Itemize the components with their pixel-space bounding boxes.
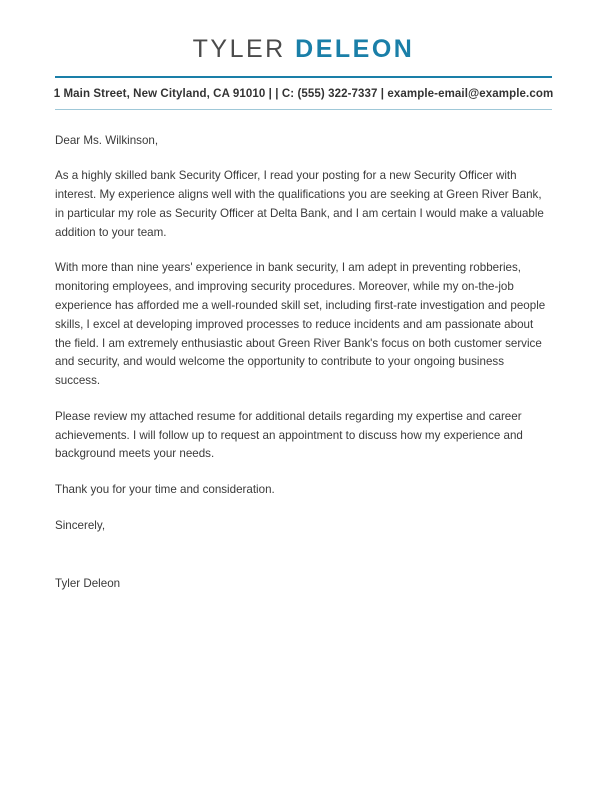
last-name: DELEON xyxy=(295,35,415,63)
paragraph-2: With more than nine years' experience in bank security, I am adept in preventing robberies, monitoring employees, and improving security procedures. Moreover, while my on-the-job experience has afforded me a well-rounded skill set, including first-rate investigation and people skills, I excel at developing improved processes to reduce incidents and am passionate about the field. I am extremely enthusiastic about Green River Bank's focus on both customer service and security, and would welcome the opportunity to contribute to your ongoing business success. xyxy=(55,261,546,388)
header-divider-thick xyxy=(55,76,552,78)
letter-body xyxy=(55,110,552,594)
signature-name: Tyler Deleon xyxy=(55,576,121,590)
letterhead xyxy=(0,0,607,110)
salutation: Dear Ms. Wilkinson, xyxy=(55,133,159,147)
candidate-name xyxy=(0,36,607,64)
paragraph-1: As a highly skilled bank Security Officer, I read your posting for a new Security Officer with interest. My experience aligns well with the qualifications you are seeking at Green River Bank, in particular my role as Security Officer at Delta Bank, and I am certain I would make a valuable addition to your team. xyxy=(55,169,544,239)
paragraph-3: Please review my attached resume for additional details regarding my expertise and career achievements. I will follow up to request an appointment to discuss how my experience and background meets your needs. xyxy=(55,409,523,461)
first-name: TYLER xyxy=(192,35,286,63)
contact-line: 1 Main Street, New Cityland, CA 91010 | | C: (555) 322-7337 | example-email@example.com xyxy=(53,87,554,100)
closing: Sincerely, xyxy=(55,519,106,532)
signature-space xyxy=(55,553,552,575)
paragraph-4: Thank you for your time and consideration. xyxy=(55,483,275,497)
